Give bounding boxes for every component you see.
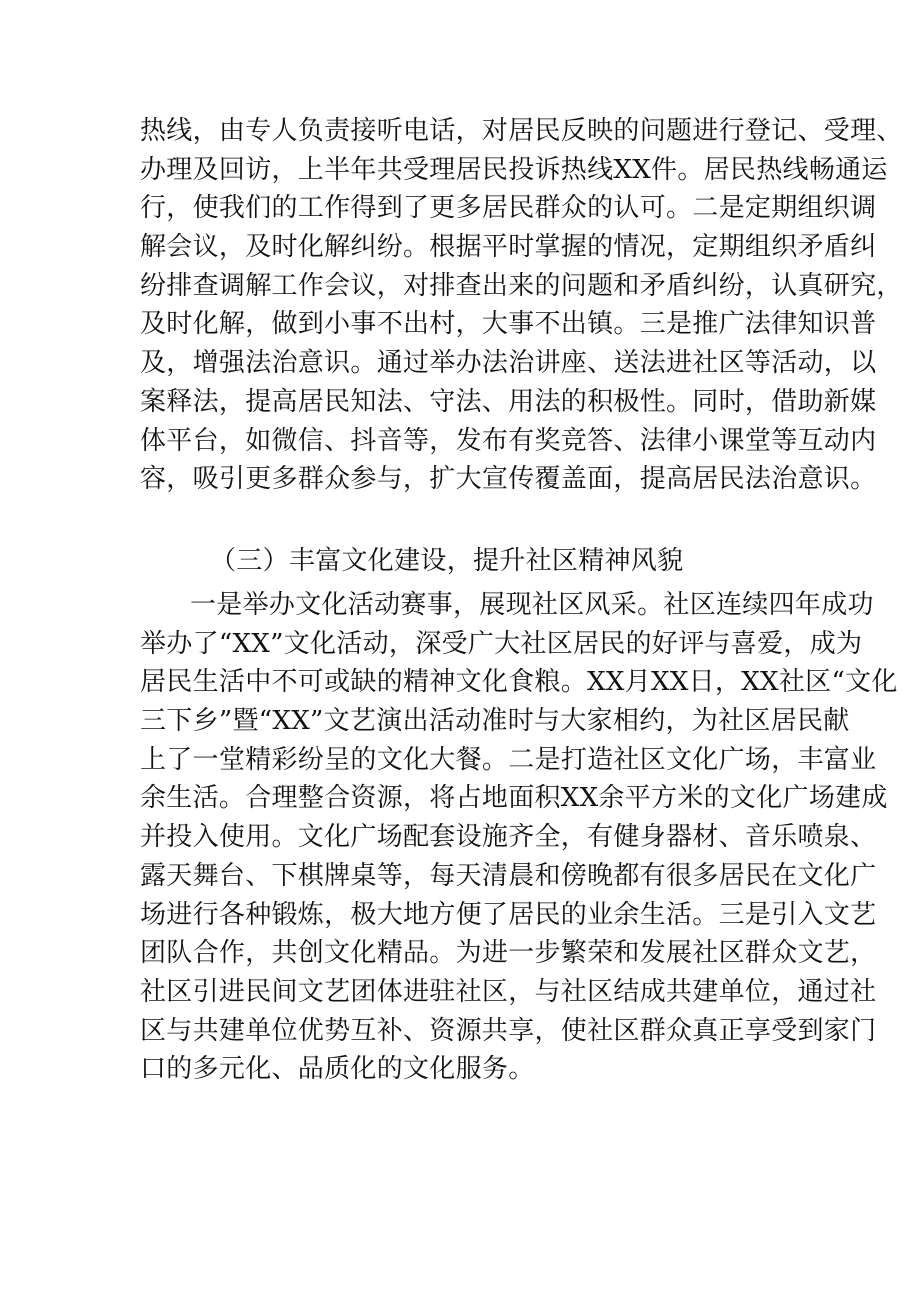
paragraph-line: 举办了“XX”文化活动，深受广大社区居民的好评与喜爱，成为 <box>140 628 863 659</box>
paragraph-line: 社区引进民间文艺团体进驻社区，与社区结成共建单位，通过社 <box>140 976 877 1007</box>
paragraph-line: 案释法，提高居民知法、守法、用法的积极性。同时，借助新媒 <box>140 386 877 417</box>
paragraph-line: 区与共建单位优势互补、资源共享，使社区群众真正享受到家门 <box>140 1015 877 1046</box>
paragraph-hotline-mediation <box>140 112 903 499</box>
section-heading-text: （三）丰富文化建设，提升社区精神风貌 <box>210 546 684 576</box>
paragraph-line: 余生活。合理整合资源，将占地面积XX余平方米的文化广场建成 <box>140 783 888 814</box>
paragraph-line: 及，增强法治意识。通过举办法治讲座、送法进社区等活动，以 <box>140 348 877 379</box>
paragraph-line: 一是举办文化活动赛事，展现社区风采。社区连续四年成功 <box>190 590 874 620</box>
paragraph-line: 居民生活中不可或缺的精神文化食粮。XX月XX日，XX社区“文化 <box>140 667 898 698</box>
paragraph-line: 上了一堂精彩纷呈的文化大餐。二是打造社区文化广场，丰富业 <box>140 744 877 775</box>
paragraph-line: 容，吸引更多群众参与，扩大宣传覆盖面，提高居民法治意识。 <box>140 464 877 495</box>
paragraph-line: 解会议，及时化解纠纷。根据平时掌握的情况，定期组织矛盾纠 <box>140 232 877 263</box>
paragraph-line: 三下乡”暨“XX”文艺演出活动准时与大家相约，为社区居民献 <box>140 706 850 737</box>
section-heading-culture <box>140 542 782 581</box>
paragraph-line: 及时化解，做到小事不出村，大事不出镇。三是推广法律知识普 <box>140 309 877 340</box>
paragraph-line: 办理及回访，上半年共受理居民投诉热线XX件。居民热线畅通运 <box>140 154 888 185</box>
paragraph-line: 露天舞台、下棋牌桌等，每天清晨和傍晚都有很多居民在文化广 <box>140 860 877 891</box>
paragraph-line: 体平台，如微信、抖音等，发布有奖竞答、法律小课堂等互动内 <box>140 425 877 456</box>
paragraph-line: 热线，由专人负责接听电话，对居民反映的问题进行登记、受理、 <box>140 116 903 146</box>
paragraph-line: 并投入使用。文化广场配套设施齐全，有健身器材、音乐喷泉、 <box>140 822 877 853</box>
paragraph-line: 场进行各种锻炼，极大地方便了居民的业余生活。三是引入文艺 <box>140 899 877 930</box>
paragraph-line: 行，使我们的工作得到了更多居民群众的认可。二是定期组织调 <box>140 193 877 224</box>
paragraph-line: 纷排查调解工作会议，对排查出来的问题和矛盾纠纷，认真研究， <box>140 270 903 301</box>
paragraph-line: 团队合作，共创文化精品。为进一步繁荣和发展社区群众文艺， <box>140 938 877 969</box>
paragraph-culture-building <box>140 586 898 1089</box>
paragraph-line: 口的多元化、品质化的文化服务。 <box>140 1054 535 1085</box>
